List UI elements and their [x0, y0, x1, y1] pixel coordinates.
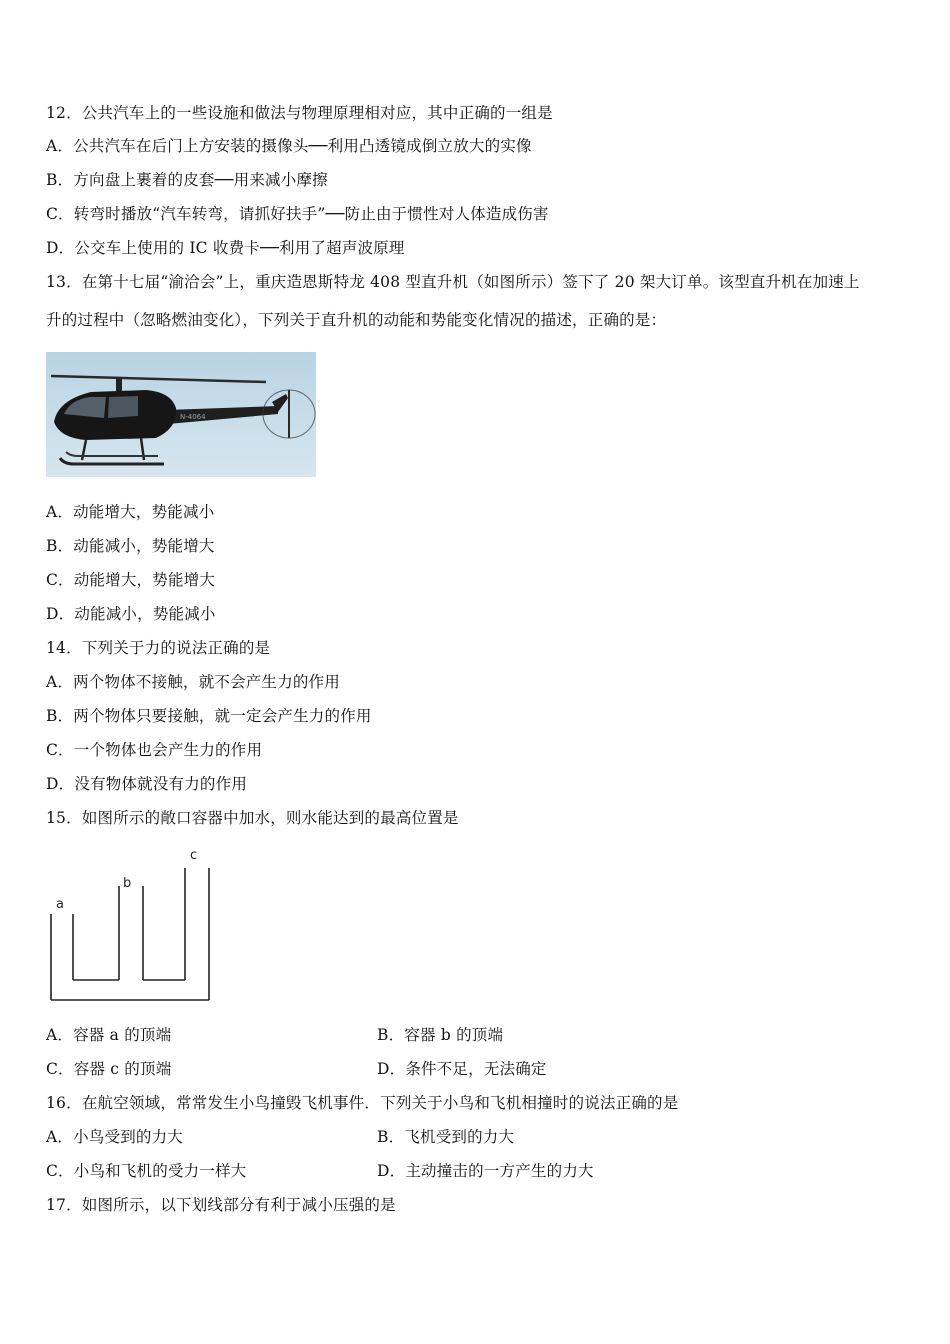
cabin-window: [108, 396, 138, 418]
registration-text: N-4064: [180, 413, 206, 421]
q15-option-a: A．容器 a 的顶端: [46, 1026, 172, 1044]
q12-option-a: A．公共汽车在后门上方安装的摄像头──利用凸透镜成倒立放大的实像: [46, 137, 532, 155]
q15-option-d: D．条件不足，无法确定: [377, 1060, 547, 1078]
q13-option-b: B．动能减小，势能增大: [46, 537, 215, 555]
q15-option-b: B．容器 b 的顶端: [377, 1026, 504, 1044]
q12-option-d: D．公交车上使用的 IC 收费卡──利用了超声波原理: [46, 239, 405, 257]
connected-vessel-diagram: [46, 842, 216, 1007]
q13-option-d: D．动能减小，势能减小: [46, 605, 216, 623]
q12-option-c: C．转弯时播放“汽车转弯，请抓好扶手”──防止由于惯性对人体造成伤害: [46, 205, 549, 223]
q13-stem-line2: 升的过程中（忽略燃油变化），下列关于直升机的动能和势能变化情况的描述，正确的是：: [46, 311, 667, 329]
q14-option-a: A．两个物体不接触，就不会产生力的作用: [46, 673, 340, 691]
label-a: a: [56, 897, 64, 912]
q16-option-b: B．飞机受到的力大: [377, 1128, 515, 1146]
q13-option-a: A．动能增大，势能减小: [46, 503, 215, 521]
helicopter-photo: [46, 352, 316, 477]
q16-option-c: C．小鸟和飞机的受力一样大: [46, 1162, 247, 1180]
q15-stem: 15．如图所示的敞口容器中加水，则水能达到的最高位置是: [46, 809, 459, 827]
q13-option-c: C．动能增大，势能增大: [46, 571, 216, 589]
q15-option-c: C．容器 c 的顶端: [46, 1060, 172, 1078]
q12-stem: 12．公共汽车上的一些设施和做法与物理原理相对应，其中正确的一组是: [46, 104, 553, 122]
q14-option-b: B．两个物体只要接触，就一定会产生力的作用: [46, 707, 372, 725]
label-b: b: [123, 876, 132, 891]
rotor-mast: [116, 379, 122, 391]
q14-option-c: C．一个物体也会产生力的作用: [46, 741, 263, 759]
q14-stem: 14．下列关于力的说法正确的是: [46, 639, 271, 657]
q14-option-d: D．没有物体就没有力的作用: [46, 775, 248, 793]
q16-option-d: D．主动撞击的一方产生的力大: [377, 1162, 594, 1180]
label-c: c: [190, 848, 198, 863]
q12-option-b: B．方向盘上裹着的皮套──用来减小摩擦: [46, 171, 328, 189]
q16-stem: 16．在航空领域，常常发生小鸟撞毁飞机事件．下列关于小鸟和飞机相撞时的说法正确的是: [46, 1094, 679, 1112]
q17-stem: 17．如图所示，以下划线部分有利于减小压强的是: [46, 1196, 396, 1214]
q13-stem-line1: 13．在第十七届“渝洽会”上，重庆造恩斯特龙 408 型直升机（如图所示）签下了 20 架大订单。该型直升机在加速上: [46, 273, 860, 291]
q16-option-a: A．小鸟受到的力大: [46, 1128, 183, 1146]
